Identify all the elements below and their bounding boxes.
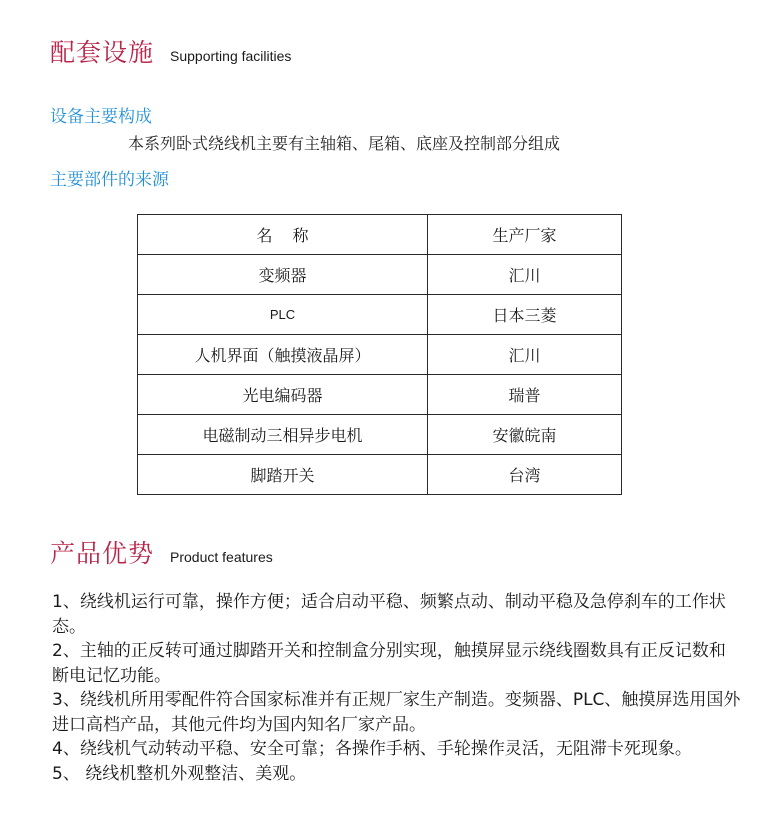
part-name: 光电编码器: [138, 375, 428, 415]
feature-item: 2、主轴的正反转可通过脚踏开关和控制盒分别实现，触摸屏显示绕线圈数具有正反记数和断电记忆功能。: [52, 641, 726, 686]
part-maker: 汇川: [427, 335, 621, 375]
feature-item: 3、绕线机所用零配件符合国家标准并有正规厂家生产制造。变频器、PLC、触摸屏选用国外进口高档产品，其他元件均为国内知名厂家产品。: [52, 690, 741, 735]
composition-heading: 设备主要构成: [50, 107, 152, 127]
part-maker: 台湾: [427, 455, 621, 495]
part-name: PLC: [138, 295, 428, 335]
part-name: 电磁制动三相异步电机: [138, 415, 428, 455]
part-maker: 安徽皖南: [427, 415, 621, 455]
feature-item: 1、绕线机运行可靠，操作方便；适合启动平稳、频繁点动、制动平稳及急停刹车的工作状态。: [52, 592, 726, 637]
part-maker: 日本三菱: [427, 295, 621, 335]
section-title-features: [50, 534, 273, 570]
header-name: 名称: [138, 215, 428, 255]
table-row: [138, 415, 622, 455]
table-row: [138, 455, 622, 495]
section-title-cn: 产品优势: [50, 539, 155, 568]
section-title-supporting: [50, 33, 291, 69]
header-maker: 生产厂家: [427, 215, 621, 255]
section-title-en: Product features: [170, 549, 273, 565]
part-name: 脚踏开关: [138, 455, 428, 495]
table-row: [138, 375, 622, 415]
source-heading: 主要部件的来源: [50, 170, 169, 190]
feature-item: 4、绕线机气动转动平稳、安全可靠；各操作手柄、手轮操作灵活，无阻滞卡死现象。: [52, 739, 692, 759]
part-maker: 瑞普: [427, 375, 621, 415]
composition-text: 本系列卧式绕线机主要有主轴箱、尾箱、底座及控制部分组成: [128, 134, 561, 153]
feature-item: 5、 绕线机整机外观整洁、美观。: [52, 763, 307, 784]
table-row: [138, 255, 622, 295]
part-name: 人机界面（触摸液晶屏）: [138, 335, 428, 375]
parts-source-table: [137, 214, 622, 495]
section-title-cn: 配套设施: [50, 38, 155, 67]
table-row: [138, 335, 622, 375]
features-list: [52, 590, 742, 786]
part-name: 变频器: [138, 255, 428, 295]
section-title-en: Supporting facilities: [170, 48, 292, 64]
table-row: [138, 295, 622, 335]
part-maker: 汇川: [427, 255, 621, 295]
table-header-row: [138, 215, 622, 255]
